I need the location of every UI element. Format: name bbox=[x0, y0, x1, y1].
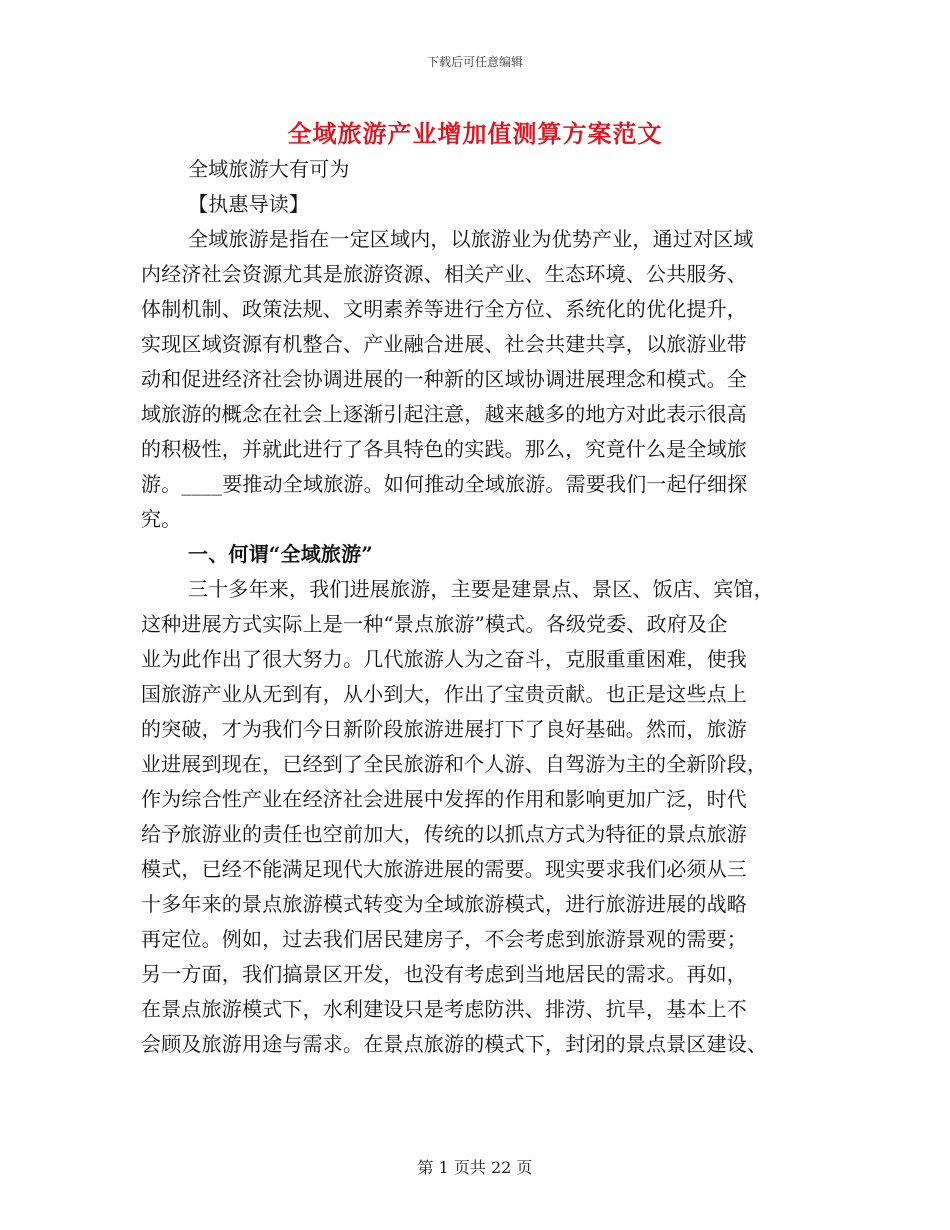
document-body bbox=[141, 152, 801, 1062]
paragraph-line: 这种进展方式实际上是一种“景点旅游”模式。各级党委、政府及企 bbox=[141, 612, 728, 636]
document-title: 全域旅游产业增加值测算方案范文 bbox=[287, 119, 663, 148]
paragraph-line: 体制机制、政策法规、文明素养等进行全方位、系统化的优化提升， bbox=[141, 297, 747, 321]
page-footer: 第 1 页共 22 页 bbox=[417, 1158, 533, 1177]
subtitle-line: 全域旅游大有可为 bbox=[188, 157, 350, 181]
page-header: 下载后可任意编辑 bbox=[426, 55, 523, 69]
paragraph-line: 域旅游的概念在社会上逐渐引起注意，越来越多的地方对此表示很高 bbox=[141, 402, 747, 426]
paragraph-line: 作为综合性产业在经济社会进展中发挥的作用和影响更加广泛，时代 bbox=[141, 787, 747, 811]
paragraph-line: 业进展到现在，已经到了全民旅游和个人游、自驾游为主的全新阶段， bbox=[141, 752, 768, 776]
paragraph-line: 国旅游产业从无到有，从小到大，作出了宝贵贡献。也正是这些点上 bbox=[141, 682, 747, 706]
paragraph-line: 业为此作出了很大努力。几代旅游人为之奋斗，克服重重困难，使我 bbox=[141, 647, 747, 671]
paragraph-line: 游。____要推动全域旅游。如何推动全域旅游。需要我们一起仔细探 bbox=[141, 472, 748, 496]
paragraph-line: 另一方面，我们搞景区开发，也没有考虑到当地居民的需求。再如， bbox=[141, 962, 747, 986]
paragraph-line: 内经济社会资源尤其是旅游资源、相关产业、生态环境、公共服务、 bbox=[141, 262, 747, 286]
paragraph-line: 究。 bbox=[141, 507, 182, 531]
paragraph-line: 的积极性，并就此进行了各具特色的实践。那么，究竟什么是全域旅 bbox=[141, 437, 747, 461]
paragraph-line: 实现区域资源有机整合、产业融合进展、社会共建共享，以旅游业带 bbox=[141, 332, 747, 356]
paragraph-line: 的突破，才为我们今日新阶段旅游进展打下了良好基础。然而，旅游 bbox=[141, 717, 747, 741]
paragraph-line: 模式，已经不能满足现代大旅游进展的需要。现实要求我们必须从三 bbox=[141, 857, 747, 881]
guide-label: 【执惠导读】 bbox=[188, 192, 310, 216]
paragraph-line: 十多年来的景点旅游模式转变为全域旅游模式，进行旅游进展的战略 bbox=[141, 892, 747, 916]
paragraph-line: 全域旅游是指在一定区域内，以旅游业为优势产业，通过对区域 bbox=[188, 227, 754, 251]
paragraph-line: 给予旅游业的责任也空前加大，传统的以抓点方式为特征的景点旅游 bbox=[141, 822, 747, 846]
paragraph-line: 在景点旅游模式下，水利建设只是考虑防洪、排涝、抗旱，基本上不 bbox=[141, 997, 747, 1021]
paragraph-line: 再定位。例如，过去我们居民建房子，不会考虑到旅游景观的需要； bbox=[141, 927, 747, 951]
paragraph-line: 会顾及旅游用途与需求。在景点旅游的模式下，封闭的景点景区建设、 bbox=[141, 1032, 768, 1056]
paragraph-line: 三十多年来，我们进展旅游，主要是建景点、景区、饭店、宾馆， bbox=[188, 577, 774, 601]
paragraph-line: 动和促进经济社会协调进展的一种新的区域协调进展理念和模式。全 bbox=[141, 367, 747, 391]
section-heading: 一、何谓“全域旅游” bbox=[188, 542, 374, 566]
